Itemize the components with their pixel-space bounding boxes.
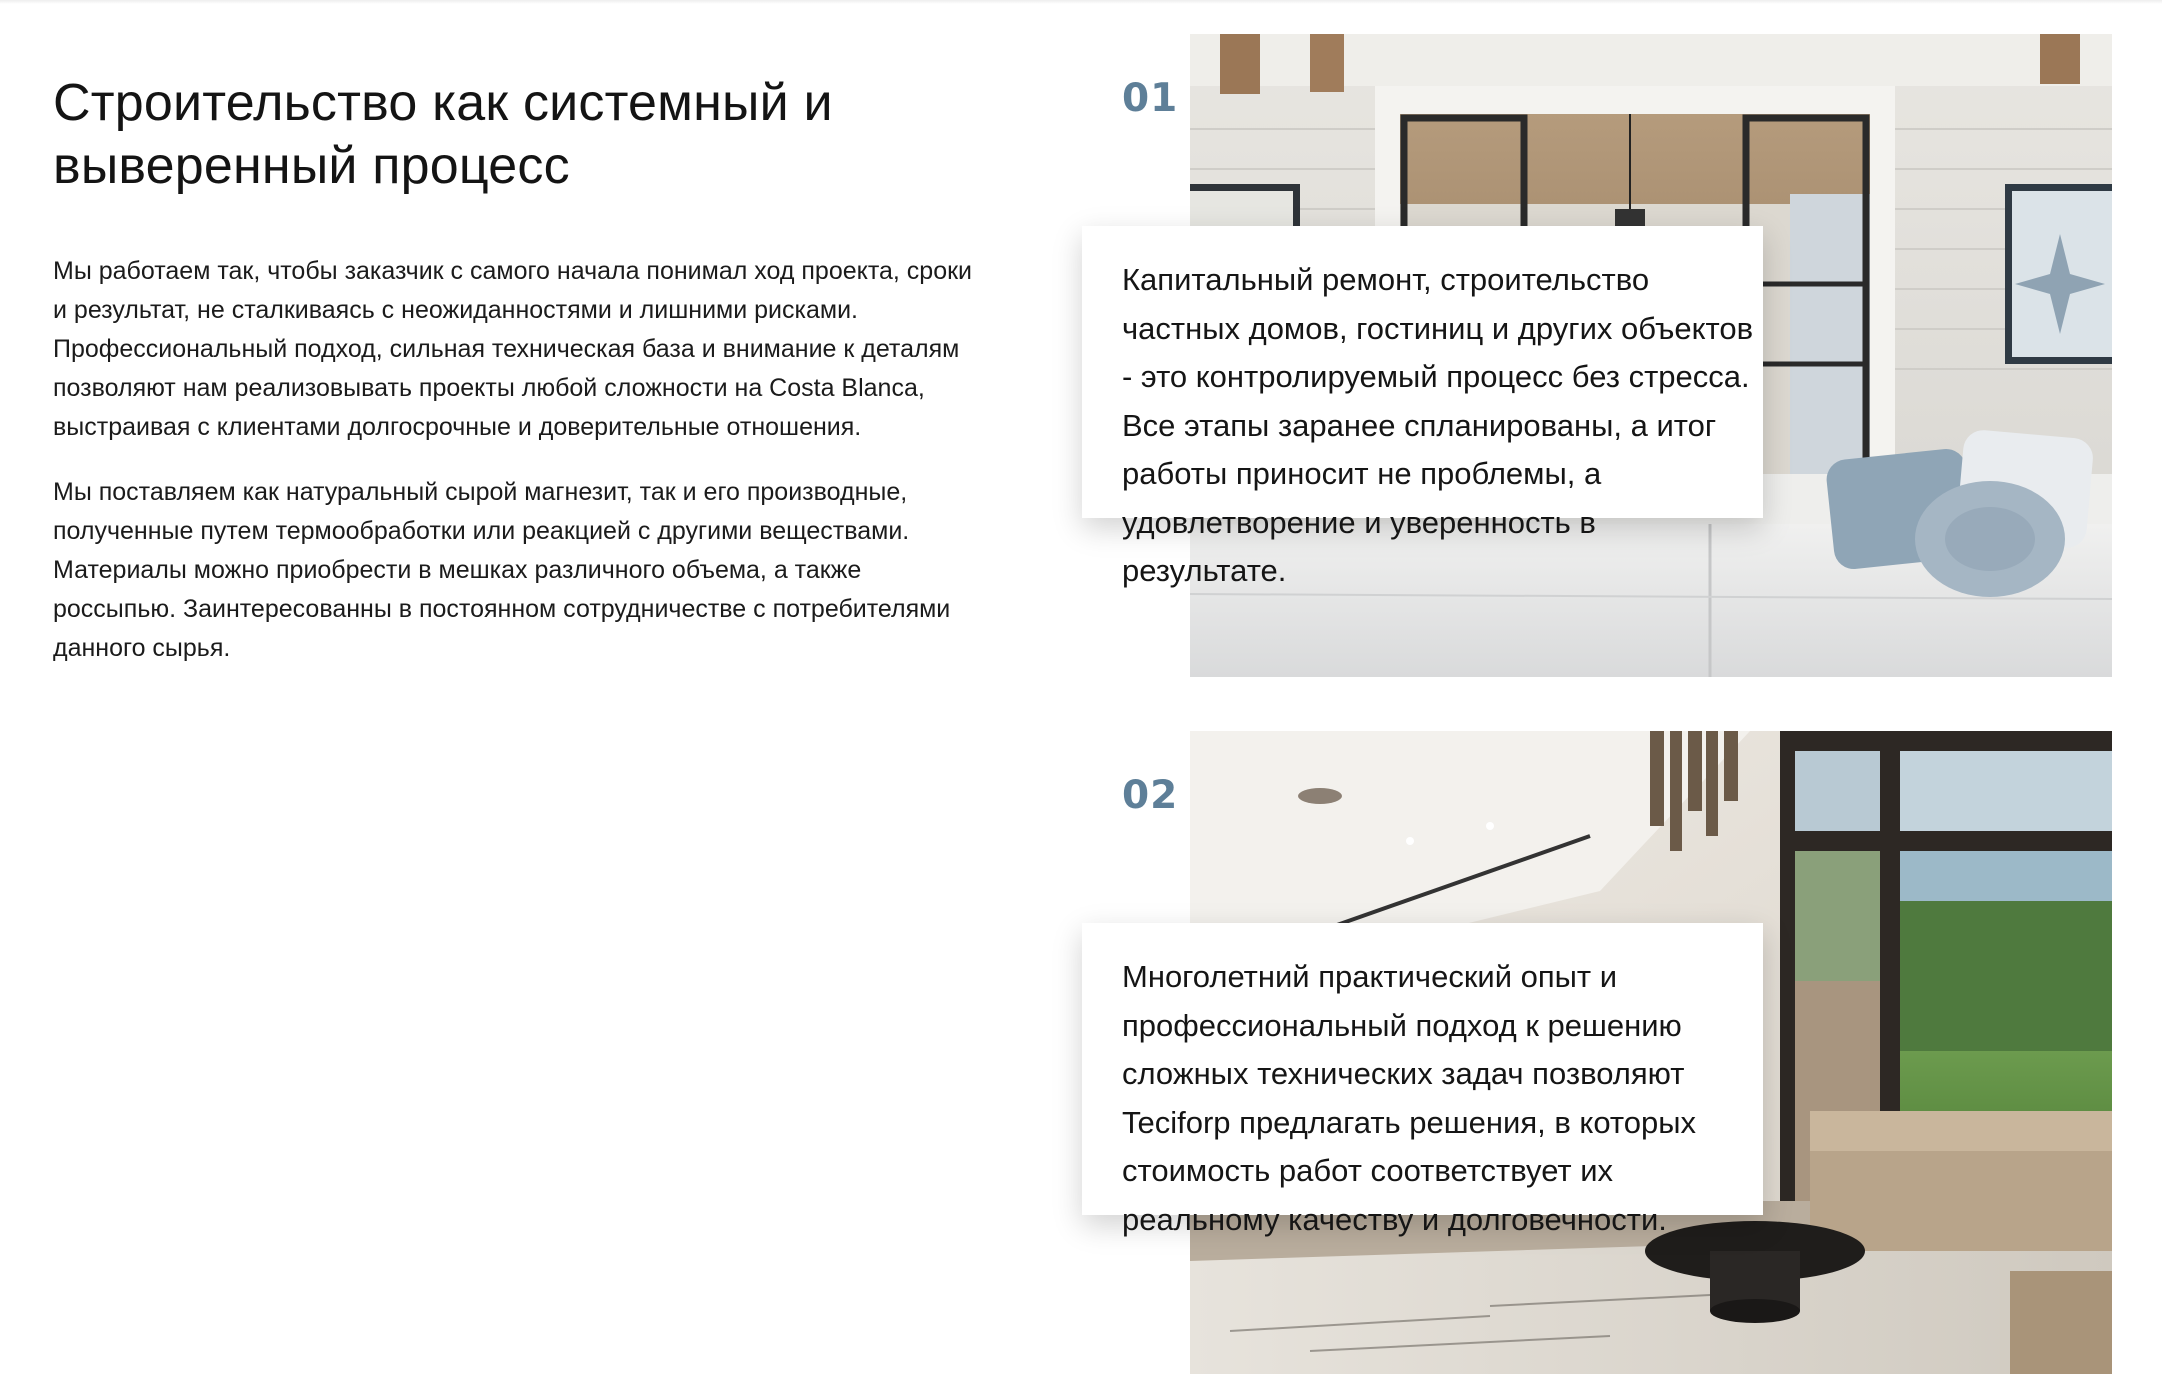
top-divider: [0, 0, 2162, 4]
feature-card-2: [1080, 731, 2112, 1376]
step-number: 02: [1122, 773, 1179, 818]
card-description: Многолетний практический опыт и профессиональный подход к решению сложных технических задач позволяют Teciforp предлагать решения, в которых стоимость работ соответствует их реальному качеству и долговечности.: [1122, 959, 1697, 1237]
card-text-box: [1082, 226, 1763, 588]
intro-paragraph-1: Мы работаем так, чтобы заказчик с самого начала понимал ход проекта, сроки и результат, не сталкиваясь с неожиданностями и лишними рисками. Профессиональный подход, сильная техническая база и внимание к деталям позволяют нам реализовывать проекты любой сложности на Costa Blanca, выстраивая с клиентами долгосрочные и доверительные отношения.: [53, 257, 973, 441]
intro-section: [53, 72, 983, 668]
feature-card-1: [1080, 34, 2112, 679]
intro-paragraph-2: Мы поставляем как натуральный сырой магнезит, так и его производные, полученные путем термообработки или реакцией с другими веществами. Материалы можно приобрести в мешках различного объема, а также россыпью. Заинтересованны в постоянном сотрудничестве с потребителями данного сырья.: [53, 478, 951, 662]
card-text-box: [1082, 923, 1763, 1237]
step-number: 01: [1122, 76, 1179, 121]
page-title: Строительство как системный и выверенный процесс: [53, 74, 833, 195]
card-description: Капитальный ремонт, строительство частных домов, гостиниц и других объектов - это контролируемый процесс без стресса. Все этапы заранее спланированы, а итог работы приносит не проблемы, а удовлетворение и уверенность в результате.: [1122, 262, 1754, 588]
